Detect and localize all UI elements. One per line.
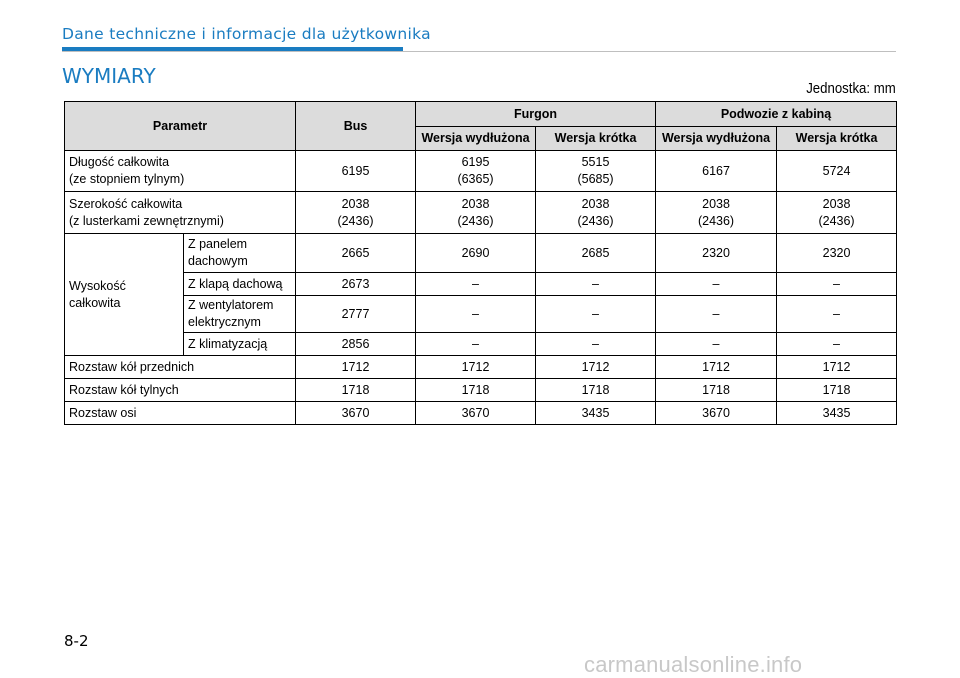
label-line: Z wentylatorem: [188, 298, 274, 312]
cell-value: 2777: [296, 296, 416, 333]
label-line: (z lusterkami zewnętrznymi): [69, 213, 224, 228]
cell-value: 2856: [296, 333, 416, 356]
cell-value: –: [416, 333, 536, 356]
value-line: (2436): [457, 213, 494, 228]
sublabel-cell: Z klapą dachową: [184, 273, 296, 296]
cell-value: 1712: [777, 356, 897, 379]
cell-value: 3670: [416, 402, 536, 425]
cell-value: 1718: [296, 379, 416, 402]
cell-value: [416, 151, 536, 192]
cell-value: 1718: [777, 379, 897, 402]
cell-value: –: [656, 273, 777, 296]
value-line: 2038: [822, 196, 851, 211]
cell-value: 2685: [536, 234, 656, 273]
value-line: (2436): [337, 213, 374, 228]
value-line: 2038: [461, 196, 490, 211]
label-line: Z panelem: [188, 237, 248, 251]
value-line: 2038: [581, 196, 610, 211]
cell-value: [777, 192, 897, 234]
header-furgon-long: Wersja wydłużona: [416, 127, 536, 151]
cell-value: [416, 192, 536, 234]
table-row: [65, 234, 897, 273]
cell-value: 1712: [416, 356, 536, 379]
cell-value: –: [656, 333, 777, 356]
header-podwozie: Podwozie z kabiną: [656, 102, 897, 127]
table-row: [65, 151, 897, 192]
table-row: [65, 379, 897, 402]
header-furgon: Furgon: [416, 102, 656, 127]
cell-value: 1712: [656, 356, 777, 379]
value-line: (5685): [577, 172, 614, 186]
label-line: Szerokość całkowita: [69, 196, 183, 211]
header-podwozie-short: Wersja krótka: [777, 127, 897, 151]
row-label-dlugosc: [65, 151, 296, 192]
row-label: Rozstaw kół tylnych: [65, 379, 296, 402]
cell-value: 6167: [656, 151, 777, 192]
label-line: całkowita: [69, 295, 121, 310]
cell-value: 2673: [296, 273, 416, 296]
header-furgon-short: Wersja krótka: [536, 127, 656, 151]
cell-value: –: [536, 296, 656, 333]
row-label-szerokosc: [65, 192, 296, 234]
sublabel-cell: [184, 296, 296, 333]
cell-value: –: [777, 333, 897, 356]
cell-value: [656, 192, 777, 234]
cell-value: 1718: [536, 379, 656, 402]
cell-value: 2665: [296, 234, 416, 273]
value-line: (2436): [818, 213, 855, 228]
label-line: Wysokość: [69, 278, 126, 293]
row-label: Rozstaw osi: [65, 402, 296, 425]
value-line: 2038: [702, 196, 730, 211]
label-line: elektrycznym: [188, 315, 261, 329]
cell-value: –: [536, 333, 656, 356]
table-row: [65, 333, 897, 356]
cell-value: –: [416, 296, 536, 333]
cell-value: 3670: [296, 402, 416, 425]
table-row: [65, 356, 897, 379]
page-number: 8-2: [64, 632, 89, 650]
value-line: 2038: [341, 196, 370, 211]
cell-value: 3435: [777, 402, 897, 425]
value-line: (2436): [697, 213, 735, 228]
header-podwozie-long: Wersja wydłużona: [656, 127, 777, 151]
cell-value: 1712: [296, 356, 416, 379]
cell-value: 2690: [416, 234, 536, 273]
page-heading: WYMIARY: [62, 64, 156, 88]
label-line: Długość całkowita: [69, 155, 170, 169]
cell-value: 1718: [656, 379, 777, 402]
value-line: (2436): [577, 213, 614, 228]
cell-value: –: [416, 273, 536, 296]
value-line: 5515: [581, 155, 610, 169]
watermark-text: carmanualsonline.info: [584, 652, 803, 677]
cell-value: –: [777, 273, 897, 296]
header-parametr: Parametr: [65, 102, 296, 151]
label-line: dachowym: [188, 254, 248, 268]
cell-value: 2320: [656, 234, 777, 273]
cell-value: 3435: [536, 402, 656, 425]
table-header-row: [65, 102, 897, 127]
cell-value: 1718: [416, 379, 536, 402]
table-row: [65, 192, 897, 234]
row-label: Rozstaw kół przednich: [65, 356, 296, 379]
section-title: Dane techniczne i informacje dla użytkownika: [62, 25, 431, 43]
unit-label: Jednostka: mm: [806, 80, 896, 97]
cell-value: [296, 192, 416, 234]
cell-value: 5724: [777, 151, 897, 192]
cell-value: –: [777, 296, 897, 333]
dimensions-table: [64, 101, 897, 425]
sublabel-cell: Z klimatyzacją: [184, 333, 296, 356]
sublabel-cell: [184, 234, 296, 273]
row-label-wysokosc: [65, 234, 184, 356]
label-line: (ze stopniem tylnym): [69, 172, 185, 186]
cell-value: [536, 151, 656, 192]
header-bus: Bus: [296, 102, 416, 151]
table-row: [65, 273, 897, 296]
value-line: 6195: [461, 155, 490, 169]
section-divider: [62, 51, 896, 52]
cell-value: –: [536, 273, 656, 296]
cell-value: 2320: [777, 234, 897, 273]
table-row: [65, 402, 897, 425]
value-line: (6365): [457, 172, 494, 186]
table-row: [65, 296, 897, 333]
cell-value: 3670: [656, 402, 777, 425]
cell-value: [536, 192, 656, 234]
cell-value: 1712: [536, 356, 656, 379]
cell-value: –: [656, 296, 777, 333]
cell-value: 6195: [296, 151, 416, 192]
